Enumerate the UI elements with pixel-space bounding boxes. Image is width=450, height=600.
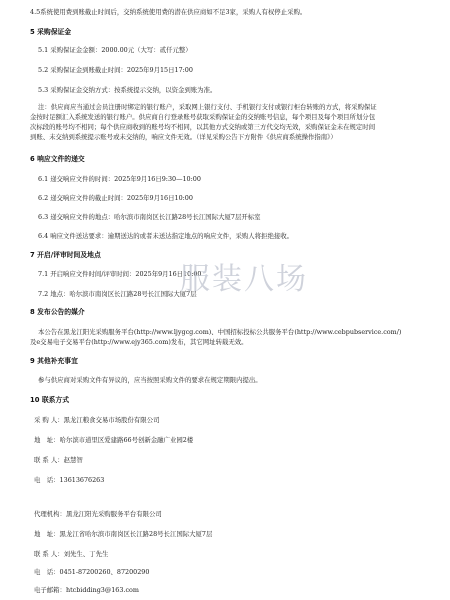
note-line-1: 注：供应商应当通过会员注册时绑定的银行账户，采取网上银行支付、手机银行支付或银行柜台转账的方式，将采购保证 bbox=[38, 103, 377, 111]
item-7-1: 7.1 开启响应文件时间/评审时间：2025年9月16日10:00 bbox=[38, 270, 202, 278]
note-line-2: 金按时足额汇入系统发送的银行账户。供应商自行登录账号获取采购保证金的交纳账号信息，每个项目及每个项目所划分包 bbox=[30, 113, 376, 121]
agency-email: 电子邮箱：htcbidding3@163.com bbox=[34, 586, 139, 594]
item-6-2: 6.2 递交响应文件的截止时间：2025年9月16日10:00 bbox=[38, 194, 193, 202]
section-9-title: 9 其他补充事宜 bbox=[30, 357, 78, 365]
item-5-2: 5.2 采购保证金到账截止时间：2025年9月15日17:00 bbox=[38, 66, 193, 74]
item-7-2: 7.2 地点：哈尔滨市南岗区长江路28号长江国际大厦7层 bbox=[38, 290, 197, 298]
section-8-title: 8 发布公告的媒介 bbox=[30, 308, 85, 316]
agency-phone: 电 话：0451-87200260、87200290 bbox=[34, 568, 150, 576]
watermark: 服装八场 bbox=[180, 262, 308, 297]
item-5-3: 5.3 采购保证金交纳方式：按系统提示交纳，以资金到账为准。 bbox=[38, 86, 217, 94]
section-7-title: 7 开启/评审时间及地点 bbox=[30, 251, 101, 259]
buyer-address: 地 址：哈尔滨市道里区爱建路66号创新金融广业园2楼 bbox=[34, 436, 194, 444]
section-5-title: 5 采购保证金 bbox=[30, 28, 72, 36]
media-line-1: 本公告在黑龙江阳光采购服务平台(http://www.ljygcg.com)、中国招标投标公共服务平台(http://www.cebpubservice.com/) bbox=[38, 328, 402, 336]
other-line-1: 参与供应商对采购文件有异议的，应当按照采购文件的要求在规定期限内提出。 bbox=[38, 376, 262, 384]
item-6-1: 6.1 递交响应文件的时间：2025年9月16日9:30—10:00 bbox=[38, 175, 201, 183]
buyer-contact: 联 系 人：赵慧智 bbox=[34, 456, 83, 464]
item-6-3: 6.3 递交响应文件的地点：哈尔滨市南岗区长江路28号长江国际大厦7层开标室 bbox=[38, 213, 261, 221]
media-line-2: 及e交易电子交易平台(http://www.ejy365.com)发布，其它网址转载无效。 bbox=[30, 338, 248, 346]
buyer-name: 采 购 人：黑龙江粮食交易市场股份有限公司 bbox=[34, 416, 160, 424]
item-5-1: 5.1 采购保证金金额：2000.00元（大写：贰仟元整） bbox=[38, 46, 192, 54]
agency-name: 代理机构：黑龙江阳光采购服务平台有限公司 bbox=[34, 510, 162, 518]
item-6-4: 6.4 响应文件送达要求：逾期送达的或者未送达指定地点的响应文件，采购人将拒绝接收。 bbox=[38, 232, 294, 240]
buyer-phone: 电 话：13613676263 bbox=[34, 476, 105, 484]
item-4-5: 4.5系统使用费到账截止时间后，交纳系统使用费的潜在供应商如不足3家，采购人有权停止采购。 bbox=[30, 8, 307, 16]
agency-contact: 联 系 人：刘先生、丁先生 bbox=[34, 550, 109, 558]
note-line-4: 到账、未交纳到系统提示账号或未交纳的，响应文件无效。（详见采购公告下方附件《供应商系统操作指南》） bbox=[30, 133, 337, 141]
section-6-title: 6 响应文件的递交 bbox=[30, 155, 85, 163]
note-line-3: 次标段的账号均不相同；每个供应商收到的账号均不相同，以其他方式交纳或第三方代交均无效，采购保证金未在规定时间 bbox=[30, 123, 376, 131]
section-10-title: 10 联系方式 bbox=[30, 396, 70, 404]
agency-address: 地 址：黑龙江省哈尔滨市南岗区长江路28号长江国际大厦7层 bbox=[34, 530, 213, 538]
